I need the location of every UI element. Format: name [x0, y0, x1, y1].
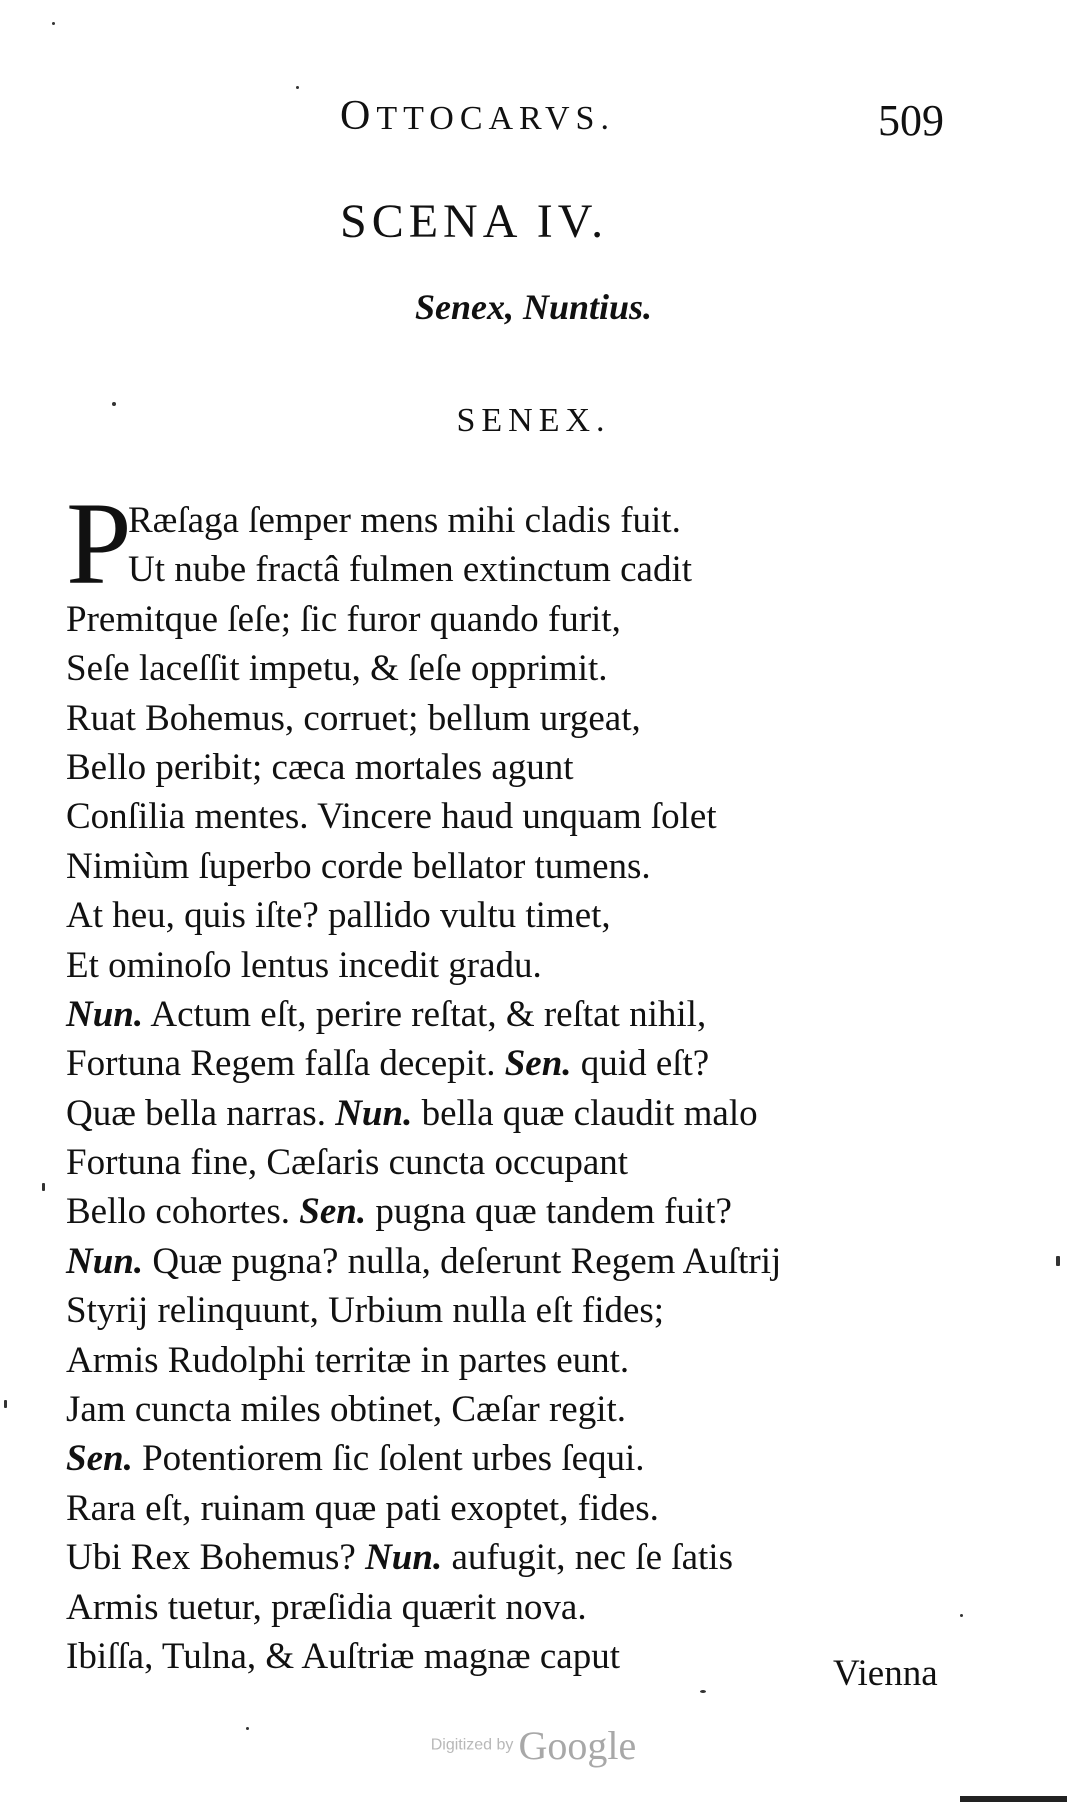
page-number: 509 [878, 96, 944, 145]
verse-text: Quæ bella narras. [66, 1092, 326, 1134]
verse-text: Quæ pugna? nulla, deſerunt Regem Auſtrij [152, 1240, 782, 1282]
verse-text: Armis tuetur, præſidia quærit nova. [66, 1586, 587, 1628]
verse-text: Ræſaga ſemper mens mihi cladis fuit. [128, 500, 681, 541]
verse-text: Ubi Rex Bohemus? [66, 1537, 356, 1579]
speaker-heading: SENEX. [456, 402, 611, 439]
verse-text: Ruat Bohemus, corruet; bellum urgeat, [66, 697, 641, 739]
verse-text: Bello peribit; cæca mortales agunt [66, 746, 574, 788]
speaker-tag: Nun. [335, 1092, 413, 1134]
verse-line [66, 891, 986, 940]
scan-edge-mark [960, 1796, 1067, 1802]
running-title [340, 92, 615, 140]
digitized-by-label: Digitized by [430, 1736, 514, 1754]
scan-speck [4, 1400, 7, 1408]
verse-text: Ibiſſa, Tulna, & Auſtriæ magnæ caput [66, 1635, 620, 1677]
verse-line [66, 792, 986, 841]
verse-text: Nimiùm ſuperbo corde bellator tumens. [66, 845, 651, 887]
scan-speck [42, 1183, 45, 1191]
verse-text: Ut nube fractâ fulmen extinctum cadit [128, 549, 693, 591]
verse-line [66, 842, 986, 891]
verse-line [66, 941, 986, 990]
verse-line [66, 1089, 986, 1138]
verse-text: Premitque ſeſe; ſic furor quando furit, [66, 598, 621, 640]
scan-speck [1056, 1256, 1060, 1266]
verse-text: Conſilia mentes. Vincere haud unquam ſolet [66, 796, 717, 838]
google-logo-text: Google [518, 1723, 637, 1768]
speaker-tag: Sen. [66, 1438, 133, 1480]
verse-text: Actum eſt, perire reſtat, & reſtat nihil, [150, 993, 707, 1035]
speaker-tag: Nun. [66, 1240, 144, 1282]
verse-line [66, 1336, 986, 1385]
scene-characters: Senex, Nuntius. [414, 287, 653, 327]
verse-line [66, 1237, 986, 1286]
verse-text: Seſe laceſſit impetu, & ſeſe opprimit. [66, 648, 608, 690]
verse-text: At heu, quis iſte? pallido vultu timet, [66, 895, 611, 937]
scan-speck [960, 1614, 963, 1617]
verse-line [66, 644, 986, 693]
verse-text: Bello cohortes. [66, 1191, 291, 1233]
scan-speck [296, 86, 299, 89]
verse-text: Potentiorem ſic ſolent urbes ſequi. [142, 1438, 645, 1480]
scan-speck [246, 1727, 249, 1730]
verse-line [66, 743, 986, 792]
verse-line [66, 595, 986, 644]
scan-speck [52, 22, 55, 25]
verse-line [66, 1434, 986, 1483]
scene-title: SCENA IV. [340, 195, 609, 248]
verse-text: Fortuna fine, Cæſaris cuncta occupant [66, 1142, 629, 1184]
scan-speck [700, 1690, 706, 1693]
verse-line [66, 1533, 986, 1582]
verse-text: pugna quæ tandem fuit? [375, 1191, 732, 1233]
verse-text: quid eſt? [580, 1043, 710, 1085]
verse-line [66, 1039, 986, 1088]
running-title-rest: TTOCARVS. [376, 100, 615, 137]
verse-text: Rara eſt, ruinam quæ pati exoptet, fides. [66, 1487, 659, 1529]
verse-text: aufugit, nec ſe ſatis [451, 1537, 733, 1579]
verse-line [66, 1187, 986, 1236]
verse-text: Fortuna Regem falſa decepit. [66, 1043, 496, 1085]
verse-line [66, 1583, 986, 1632]
verse-line [66, 1385, 986, 1434]
verse-line [66, 990, 986, 1039]
verse-line [66, 1286, 986, 1335]
speaker-tag: Nun. [365, 1537, 443, 1579]
verse-line [66, 694, 986, 743]
verse-line [66, 1138, 986, 1187]
verse-text: bella quæ claudit malo [421, 1092, 758, 1134]
running-title-initial: O [340, 93, 377, 139]
verse-line [66, 1484, 986, 1533]
speaker-tag: Sen. [504, 1043, 572, 1085]
speaker-tag: Nun. [66, 993, 144, 1035]
digitized-watermark [0, 1722, 1067, 1769]
verse-line [66, 545, 986, 594]
speaker-tag: Sen. [299, 1191, 367, 1233]
scan-speck [112, 402, 116, 406]
verse-block [66, 478, 986, 1681]
drop-cap: P [66, 478, 132, 609]
catchword: Vienna [833, 1653, 938, 1694]
verse-text: Jam cuncta miles obtinet, Cæſar regit. [66, 1389, 627, 1431]
verse-text: Armis Rudolphi territæ in partes eunt. [66, 1339, 630, 1381]
verse-line [66, 496, 986, 545]
verse-text: Et ominoſo lentus incedit gradu. [66, 944, 542, 986]
verse-text: Styrij relinquunt, Urbium nulla eſt fides; [66, 1290, 665, 1332]
